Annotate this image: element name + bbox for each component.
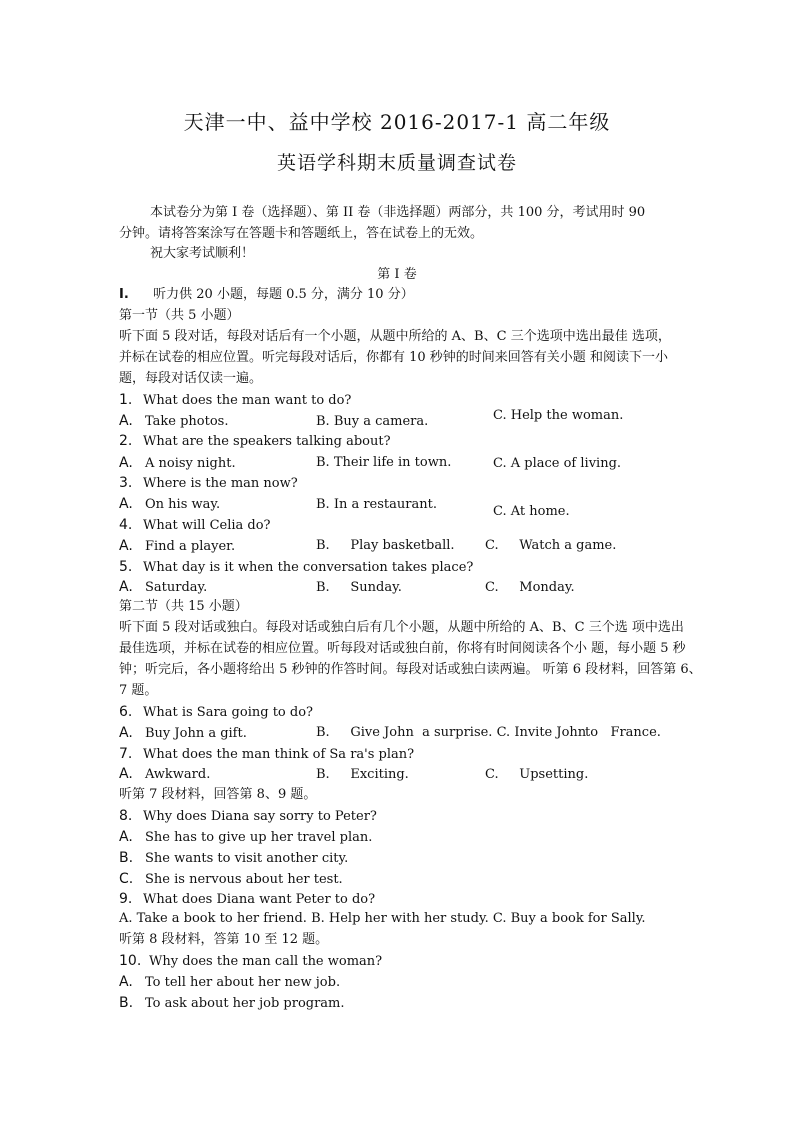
question-2 <box>119 433 689 450</box>
question-text: Why does the man call the woman? <box>149 954 383 969</box>
question-7 <box>119 746 689 763</box>
q3-option-c: C. At home. <box>493 504 570 519</box>
question-number: 10. <box>119 953 142 969</box>
question-5 <box>119 559 689 576</box>
question-8 <box>119 808 689 825</box>
question-text: What does the man want to do? <box>143 393 352 408</box>
section-1-instr-2: 并标在试卷的相应位置。听完每段对话后，你都有 10 秒钟的时间来回答有关小题 和阅读下一小 <box>119 350 668 365</box>
question-10 <box>119 953 689 970</box>
q8-option-c: C. She is nervous about her test. <box>119 871 343 887</box>
exam-title: 天津一中、益中学校 2016-2017-1 高二年级 <box>183 110 611 134</box>
question-number: 5. <box>119 559 133 575</box>
q3-option-b: B. In a restaurant. <box>316 497 437 512</box>
question-number: 9. <box>119 891 133 907</box>
q4-option-b: B. Play basketball. <box>316 538 455 553</box>
section-2-title: 第二节（共 15 小题） <box>119 599 248 614</box>
intro-line-1: 本试卷分为第 I 卷（选择题）、第 II 卷（非选择题）两部分，共 100 分，考试用时 90 <box>150 205 646 220</box>
material-7-note: 听第 7 段材料，回答第 8、9 题。 <box>119 787 317 802</box>
q7-option-a: A. Awkward. <box>119 766 211 782</box>
question-number: 3. <box>119 475 133 491</box>
exam-subtitle: 英语学科期末质量调查试卷 <box>276 152 517 174</box>
q5-option-b: B. Sunday. <box>316 580 402 595</box>
option-letter: A. <box>119 413 133 429</box>
volume-label: 第 I 卷 <box>377 267 417 282</box>
option-letter: A. <box>119 766 133 782</box>
option-letter: A. <box>119 974 133 990</box>
question-6 <box>119 704 689 721</box>
question-text: What are the speakers talking about? <box>143 434 391 449</box>
option-letter: A. <box>119 538 133 554</box>
section-1-instr-1: 听下面 5 段对话，每段对话后有一个小题，从题中所给的 A、B、C 三个选项中选出最佳 选项， <box>119 329 671 344</box>
section-2-instr-2: 最佳选项，并标在试卷的相应位置。听每段对话或独白前，你将有时间阅读各个小 题，每小题 5 秒 <box>119 641 686 656</box>
question-text: Where is the man now? <box>143 476 298 491</box>
question-number: 6. <box>119 704 133 720</box>
q6-option-c: to France. <box>585 725 661 740</box>
part-number: I. <box>119 287 129 302</box>
q3-option-a: A. On his way. <box>119 496 221 512</box>
part-heading <box>119 287 689 303</box>
option-letter: A. <box>119 455 133 471</box>
q9-options: A. Take a book to her friend. B. Help her with her study. C. Buy a book for Sally. <box>119 911 646 926</box>
section-2-instr-1: 听下面 5 段对话或独白。每段对话或独白后有几个小题，从题中所给的 A、B、C 三个选 项中选出 <box>119 620 684 635</box>
question-number: 2. <box>119 433 133 449</box>
q6-option-b: B. Give John a surprise. C. Invite John <box>316 725 587 740</box>
option-letter: B. <box>119 850 134 866</box>
question-text: What day is it when the conversation takes place? <box>143 560 474 575</box>
section-2-instr-3: 钟；听完后，各小题将给出 5 秒钟的作答时间。每段对话或独白读两遍。 听第 6 段材料，回答第 6、 <box>119 662 702 677</box>
option-letter: C. <box>119 871 134 887</box>
q1-option-b: B. Buy a camera. <box>316 414 429 429</box>
q5-option-a: A. Saturday. <box>119 579 208 595</box>
q5-option-c: C. Monday. <box>485 580 575 595</box>
question-4 <box>119 517 689 534</box>
option-letter: A. <box>119 829 133 845</box>
q4-option-c: C. Watch a game. <box>485 538 617 553</box>
q6-option-a: A. Buy John a gift. <box>119 725 247 741</box>
intro-line-3: 祝大家考试顺利！ <box>150 246 255 261</box>
q10-option-a: A. To tell her about her new job. <box>119 974 341 990</box>
q1-option-a: A. Take photos. <box>119 413 229 429</box>
section-1-title: 第一节（共 5 小题） <box>119 308 240 323</box>
q2-option-c: C. A place of living. <box>493 456 622 471</box>
question-number: 4. <box>119 517 133 533</box>
question-text: What does the man think of Sa ra's plan? <box>143 747 415 762</box>
question-1 <box>119 392 689 409</box>
option-letter: B. <box>119 995 134 1011</box>
option-letter: A. <box>119 579 133 595</box>
question-3 <box>119 475 689 492</box>
question-number: 1. <box>119 392 133 408</box>
q2-option-a: A. A noisy night. <box>119 455 236 471</box>
part-text: 听力供 20 小题，每题 0.5 分，满分 10 分） <box>153 287 414 302</box>
q7-option-c: C. Upsetting. <box>485 767 589 782</box>
question-text: What will Celia do? <box>143 518 271 533</box>
q10-option-b: B. To ask about her job program. <box>119 995 345 1011</box>
q1-option-c: C. Help the woman. <box>493 408 624 423</box>
question-text: What is Sara going to do? <box>143 705 313 720</box>
question-number: 7. <box>119 746 133 762</box>
question-number: 8. <box>119 808 133 824</box>
option-letter: A. <box>119 496 133 512</box>
question-text: Why does Diana say sorry to Peter? <box>143 809 377 824</box>
option-letter: A. <box>119 725 133 741</box>
q8-option-a: A. She has to give up her travel plan. <box>119 829 373 845</box>
question-9 <box>119 891 689 908</box>
q2-option-b: B. Their life in town. <box>316 455 452 470</box>
section-1-instr-3: 题，每段对话仅读一遍。 <box>119 371 263 386</box>
q8-option-b: B. She wants to visit another city. <box>119 850 349 866</box>
material-8-note: 听第 8 段材料，答第 10 至 12 题。 <box>119 932 329 947</box>
question-text: What does Diana want Peter to do? <box>143 892 376 907</box>
q4-option-a: A. Find a player. <box>119 538 236 554</box>
section-2-instr-4: 7 题。 <box>119 683 158 698</box>
q7-option-b: B. Exciting. <box>316 767 409 782</box>
intro-line-2: 分钟。请将答案涂写在答题卡和答题纸上，答在试卷上的无效。 <box>119 226 484 241</box>
